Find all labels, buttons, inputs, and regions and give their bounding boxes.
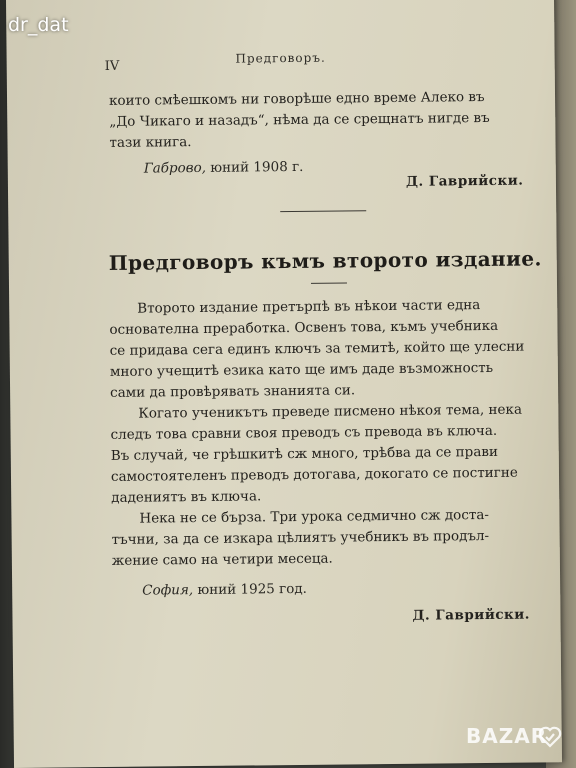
bazar-logo — [466, 724, 562, 756]
running-title: Предговоръ. — [235, 50, 326, 66]
section-divider — [280, 210, 366, 212]
first-place: Габрово, — [143, 159, 207, 177]
second-place: София, — [142, 582, 194, 599]
paragraph-line: много учещитѣ езика като ще имъ даде възможность — [109, 359, 494, 380]
paragraph-line: самостоятеленъ преводъ дотогава, докогато се постигне — [110, 464, 518, 485]
paragraph-line: Въ случай, че грѣшкитѣ сж много, трѣбва да се прави — [110, 443, 499, 464]
section-heading: Предговоръ къмъ второто издание. — [108, 246, 542, 275]
first-place-date — [144, 159, 304, 177]
watermark: dr_dat — [8, 14, 69, 36]
paragraph-line: основателна преработка. Освенъ това, къмъ учебника — [109, 317, 499, 338]
book-page — [6, 0, 562, 768]
first-date: юний 1908 г. — [210, 158, 304, 176]
paragraph-line: се придава сега единъ ключъ за темитѣ, който ще улесни — [109, 338, 525, 359]
first-preface-line: които смѣешкомъ ни говорѣше едно време Алеко въ — [108, 88, 485, 109]
paragraph-line: Нека не се бърза. Три урока седмично сж доста- — [139, 506, 490, 527]
paragraph-line: следъ това сравни своя преводъ съ превода въ ключа. — [110, 422, 498, 443]
paragraph-line: сами да провѣрявать знанията си. — [110, 382, 356, 401]
second-signature: Д. Гаврийски. — [412, 606, 531, 624]
first-signature: Д. Гаврийски. — [405, 172, 524, 190]
second-date: юний 1925 год. — [197, 580, 308, 599]
first-preface-line: „До Чикаго и назадъ“, нѣма да се срещнатъ нигде въ — [109, 109, 490, 130]
paragraph-line: Когато ученикътъ преведе писмено нѣкоя тема, нека — [138, 401, 523, 422]
paragraph-line: тъчни, за да се изкара цѣлиятъ учебникъ въ продъл- — [111, 527, 490, 548]
paragraph-line: Второто издание претърпѣ въ нѣкои части една — [137, 297, 481, 317]
paragraph-line: дадениятъ въ ключа. — [111, 488, 262, 506]
heart-check-icon — [538, 726, 562, 748]
logo-text: BAZAR — [466, 724, 548, 748]
heading-underline — [311, 282, 347, 283]
paragraph-line: жение само на четири месеца. — [111, 550, 333, 569]
page-number: IV — [104, 58, 120, 74]
first-preface-line: тази книга. — [109, 134, 192, 151]
second-place-date — [142, 581, 307, 599]
